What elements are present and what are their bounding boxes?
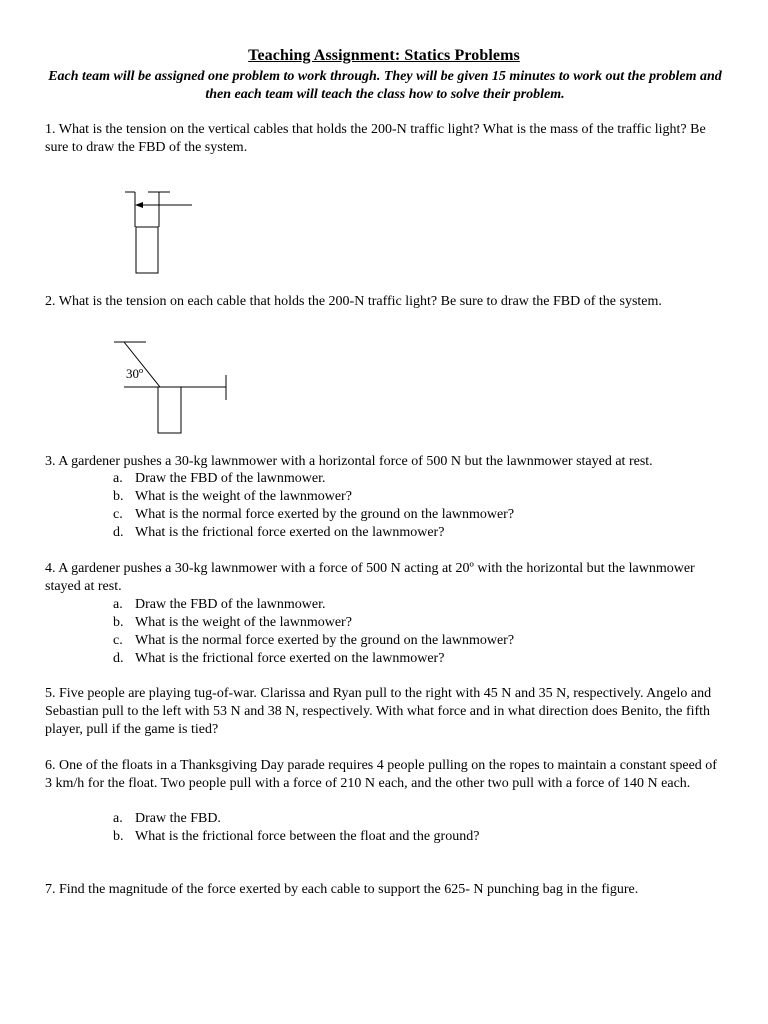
problem-3-items: [113, 470, 514, 542]
problem-3-text: 3. A gardener pushes a 30-kg lawnmower with a horizontal force of 500 N but the lawnmower stayed at rest.: [45, 454, 653, 469]
list-item: d. What is the frictional force exerted on the lawnmower?: [113, 525, 445, 540]
list-item: d. What is the frictional force exerted on the lawnmower?: [113, 651, 445, 666]
list-item: c. What is the normal force exerted by the ground on the lawnmower?: [113, 633, 515, 648]
list-item: b. What is the weight of the lawnmower?: [113, 615, 352, 630]
list-item: b. What is the weight of the lawnmower?: [113, 489, 352, 504]
problem-2-text: 2. What is the tension on each cable that holds the 200-N traffic light? Be sure to draw the FBD of the system.: [45, 294, 662, 309]
instructions: Each team will be assigned one problem to work through. They will be given 15 minutes to work out the problem and then each team will teach the class how to solve their problem.: [48, 69, 722, 102]
problem-5-text: 5. Five people are playing tug-of-war. Clarissa and Ryan pull to the right with 45 N and 35 N, respectively. Angelo and Sebastian pull to the left with 53 N and 38 N, respectively. With what force and in what direction does Benito, the fifth player, pull if the game is tied?: [45, 686, 712, 737]
list-item: a. Draw the FBD of the lawnmower.: [113, 471, 326, 486]
list-item: a. Draw the FBD of the lawnmower.: [113, 597, 326, 612]
traffic-light-figure-2: [108, 335, 238, 440]
problem-4-text: 4. A gardener pushes a 30-kg lawnmower with a force of 500 N acting at 20º with the horizontal but the lawnmower stayed at rest.: [45, 561, 695, 594]
list-item: c. What is the normal force exerted by the ground on the lawnmower?: [113, 507, 515, 522]
list-item: b. What is the frictional force between the float and the ground?: [113, 829, 480, 844]
angle-label: 30º: [126, 366, 144, 381]
list-item: a. Draw the FBD.: [113, 811, 221, 826]
problem-6-items: [113, 810, 479, 846]
problem-7-text: 7. Find the magnitude of the force exerted by each cable to support the 625- N punching bag in the figure.: [45, 882, 639, 897]
traffic-light-figure-1: [120, 185, 200, 277]
problem-4-items: [113, 596, 514, 668]
problem-6-text: 6. One of the floats in a Thanksgiving Day parade requires 4 people pulling on the ropes to maintain a constant speed of 3 km/h for the float. Two people pull with a force of 210 N each, and the other two pull with a force of 140 N each.: [45, 758, 717, 791]
page-title: Teaching Assignment: Statics Problems: [248, 47, 520, 64]
problem-1-text: 1. What is the tension on the vertical cables that holds the 200-N traffic light? What is the mass of the traffic light? Be sure to draw the FBD of the system.: [45, 122, 706, 155]
